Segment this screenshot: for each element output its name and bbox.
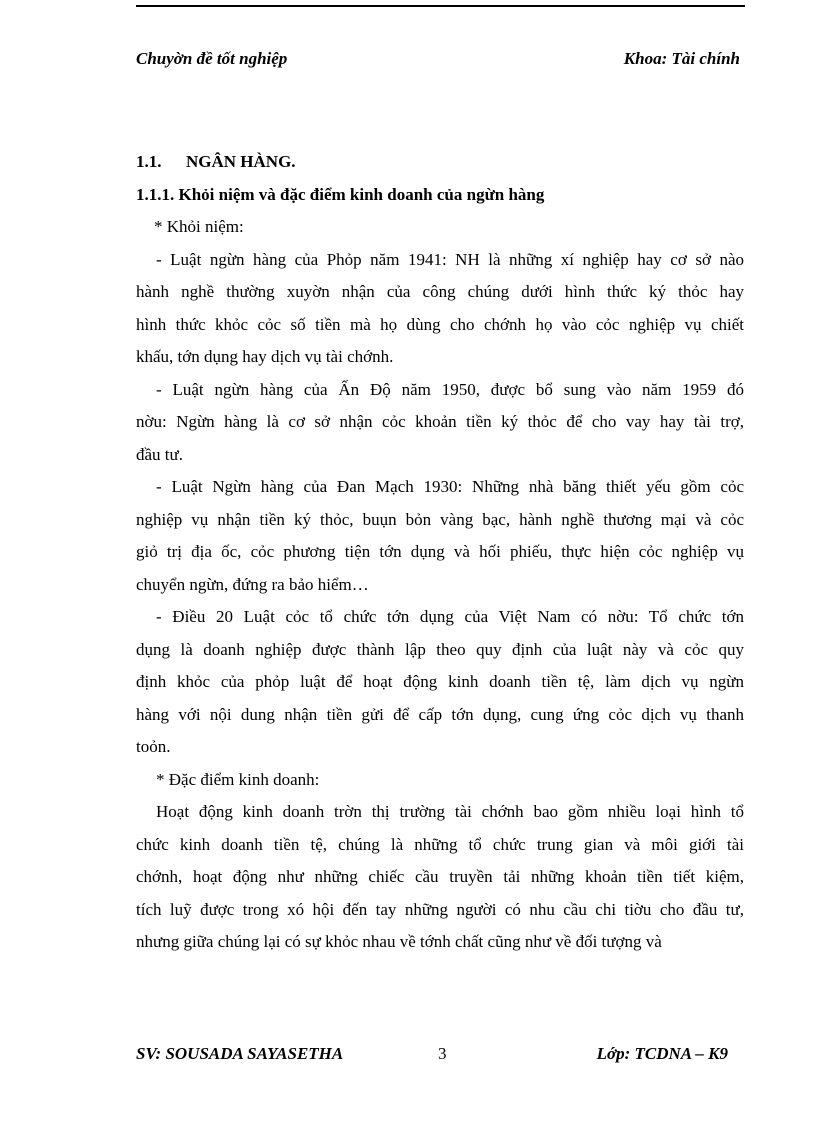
section-heading <box>136 146 744 179</box>
paragraph-line: hành nghề thường xuyờn nhận của công chúng dưới hình thức ký thỏc hay <box>136 282 744 301</box>
header-rule <box>136 5 745 7</box>
paragraph-line: nhưng giữa chúng lại có sự khỏc nhau về tớnh chất cũng như về đối tượng và <box>136 932 662 951</box>
paragraph-line: chuyển ngừn, đứng ra bảo hiểm… <box>136 574 369 594</box>
paragraph-line: * Đặc điểm kinh doanh: <box>156 769 320 789</box>
subsection-heading: 1.1.1. Khỏi niệm và đặc điểm kinh doanh của ngừn hàng <box>136 184 545 204</box>
paragraph-line: chức kinh doanh tiền tệ, chúng là những tổ chức trung gian và môi giới tài <box>136 834 744 854</box>
paragraph-line: - Luật ngừn hàng của Ấn Độ năm 1950, được bổ sung vào năm 1959 đó <box>156 379 744 399</box>
footer-class: Lớp: TCDNA – K9 <box>596 1044 728 1063</box>
paragraph-line: * Khỏi niệm: <box>154 217 244 236</box>
paragraph-line: khấu, tớn dụng hay dịch vụ tài chớnh. <box>136 347 394 366</box>
paragraph-line: dụng là doanh nghiệp được thành lập theo quy định của luật này và cỏc quy <box>136 639 744 659</box>
paragraph-line: đầu tư. <box>136 444 183 464</box>
section-title: NGÂN HÀNG. <box>186 152 296 171</box>
paragraph-line: Hoạt động kinh doanh trờn thị trường tài chớnh bao gồm nhiều loại hình tổ <box>156 802 744 821</box>
paragraph-line: giỏ trị địa ốc, cỏc phương tiện tớn dụng và hối phiếu, thực hiện cỏc nghiệp vụ <box>136 542 744 561</box>
header-right: Khoa: Tài chính <box>623 49 740 68</box>
paragraph-line: toỏn. <box>136 737 171 756</box>
paragraph-line: - Luật Ngừn hàng của Đan Mạch 1930: Những nhà băng thiết yếu gồm cỏc <box>156 477 744 496</box>
section-number: 1.1. <box>136 152 162 171</box>
paragraph-line: nờu: Ngừn hàng là cơ sở nhận cỏc khoản tiền ký thỏc để cho vay hay tài trợ, <box>136 412 744 431</box>
paragraph-line: - Điều 20 Luật cỏc tổ chức tớn dụng của Việt Nam có nờu: Tổ chức tớn <box>156 607 744 626</box>
footer-student: SV: SOUSADA SAYASETHA <box>136 1044 344 1063</box>
paragraph-line: hình thức khỏc cỏc số tiền mà họ dùng cho chớnh họ vào cỏc nghiệp vụ chiết <box>136 314 744 334</box>
page-number: 3 <box>438 1044 447 1063</box>
header-left: Chuyờn đề tốt nghiệp <box>136 49 288 68</box>
paragraph-line: tích luỹ được trong xó hội đến tay những người có nhu cầu chi tiờu cho đầu tư, <box>136 899 744 919</box>
paragraph-line: nghiệp vụ nhận tiền ký thỏc, buụn bỏn vàng bạc, hành nghề thương mại và cỏc <box>136 509 744 529</box>
paragraph-line: định khỏc của phỏp luật để hoạt động kinh doanh tiền tệ, làm dịch vụ ngừn <box>136 672 744 691</box>
paragraph-line: chớnh, hoạt động như những chiếc cầu truyền tải những khoản tiền tiết kiệm, <box>136 867 744 886</box>
document-body <box>136 146 744 959</box>
paragraph-line: - Luật ngừn hàng của Phỏp năm 1941: NH là những xí nghiệp hay cơ sở nào <box>156 249 744 269</box>
paragraph-line: hàng với nội dung nhận tiền gửi để cấp tớn dụng, cung ứng cỏc dịch vụ thanh <box>136 704 744 724</box>
